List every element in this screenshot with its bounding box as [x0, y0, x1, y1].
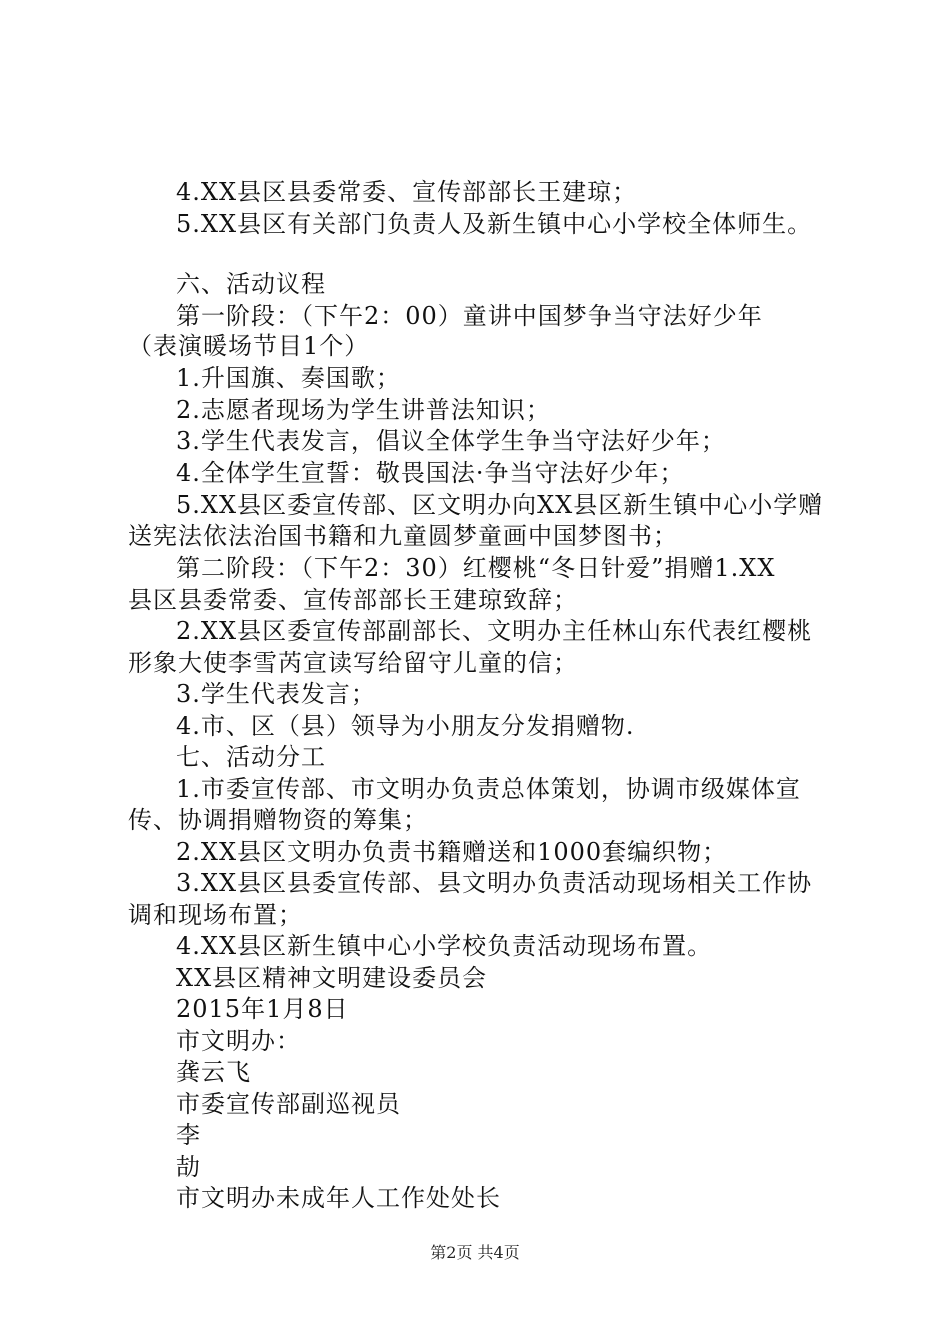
- text-line-office: 市文明办：: [176, 1027, 301, 1055]
- text-line-agenda-4: 4.全体学生宣誓：敬畏国法·争当守法好少年；: [176, 459, 685, 487]
- text-line-title-2: 市文明办未成年人工作处处长: [176, 1184, 501, 1212]
- page-footer: 第2页 共4页: [430, 1243, 520, 1262]
- text-line-agenda-1: 1.升国旗、奏国歌；: [176, 364, 401, 392]
- text-line-division-3: 3.XX县区县委宣传部、县文明办负责活动现场相关工作协: [176, 869, 813, 897]
- signature-organization: XX县区精神文明建设委员会: [176, 964, 488, 992]
- text-line-agenda-3: 3.学生代表发言，倡议全体学生争当守法好少年；: [176, 427, 726, 455]
- section-heading-agenda: 六、活动议程: [176, 270, 326, 298]
- text-line-stage-1-cont: （表演暖场节目1个）: [128, 332, 370, 360]
- section-heading-division: 七、活动分工: [176, 743, 326, 771]
- text-line-stage-1: 第一阶段：（下午2：00）童讲中国梦争当守法好少年: [176, 302, 763, 330]
- signature-date: 2015年1月8日: [176, 995, 349, 1023]
- text-line-1: 4.XX县区县委常委、宣传部部长王建琼；: [176, 178, 638, 206]
- text-line-agenda-2: 2.志愿者现场为学生讲普法知识；: [176, 396, 551, 424]
- text-line-division-3-cont: 调和现场布置；: [128, 901, 303, 929]
- text-line-division-2: 2.XX县区文明办负责书籍赠送和1000套编织物；: [176, 838, 728, 866]
- text-line-stage-2-item-2-cont: 形象大使李雪芮宣读写给留守儿童的信；: [128, 649, 578, 677]
- text-line-2: 5.XX县区有关部门负责人及新生镇中心小学校全体师生。: [176, 210, 813, 238]
- text-line-name-2a: 李: [176, 1121, 201, 1149]
- text-line-division-4: 4.XX县区新生镇中心小学校负责活动现场布置。: [176, 932, 713, 960]
- text-line-agenda-5: 5.XX县区委宣传部、区文明办向XX县区新生镇中心小学赠: [176, 491, 824, 519]
- text-line-division-1: 1.市委宣传部、市文明办负责总体策划，协调市级媒体宣: [176, 775, 801, 803]
- text-line-name-1: 龚云飞: [176, 1058, 251, 1086]
- text-line-agenda-5-cont: 送宪法依法治国书籍和九童圆梦童画中国梦图书；: [128, 522, 678, 550]
- text-line-stage-2-item-3: 3.学生代表发言；: [176, 680, 376, 708]
- text-line-stage-2-item-4: 4.市、区（县）领导为小朋友分发捐赠物.: [176, 712, 635, 740]
- text-line-division-1-cont: 传、协调捐赠物资的筹集；: [128, 806, 428, 834]
- text-line-stage-2-item-2: 2.XX县区委宣传部副部长、文明办主任林山东代表红樱桃: [176, 617, 813, 645]
- text-line-name-2b: 劼: [176, 1153, 201, 1181]
- text-line-stage-2: 第二阶段：（下午2：30）红樱桃“冬日针爱”捐赠1.XX: [176, 554, 776, 582]
- text-line-stage-2-cont: 县区县委常委、宣传部部长王建琼致辞；: [128, 586, 578, 614]
- text-line-title-1: 市委宣传部副巡视员: [176, 1090, 401, 1118]
